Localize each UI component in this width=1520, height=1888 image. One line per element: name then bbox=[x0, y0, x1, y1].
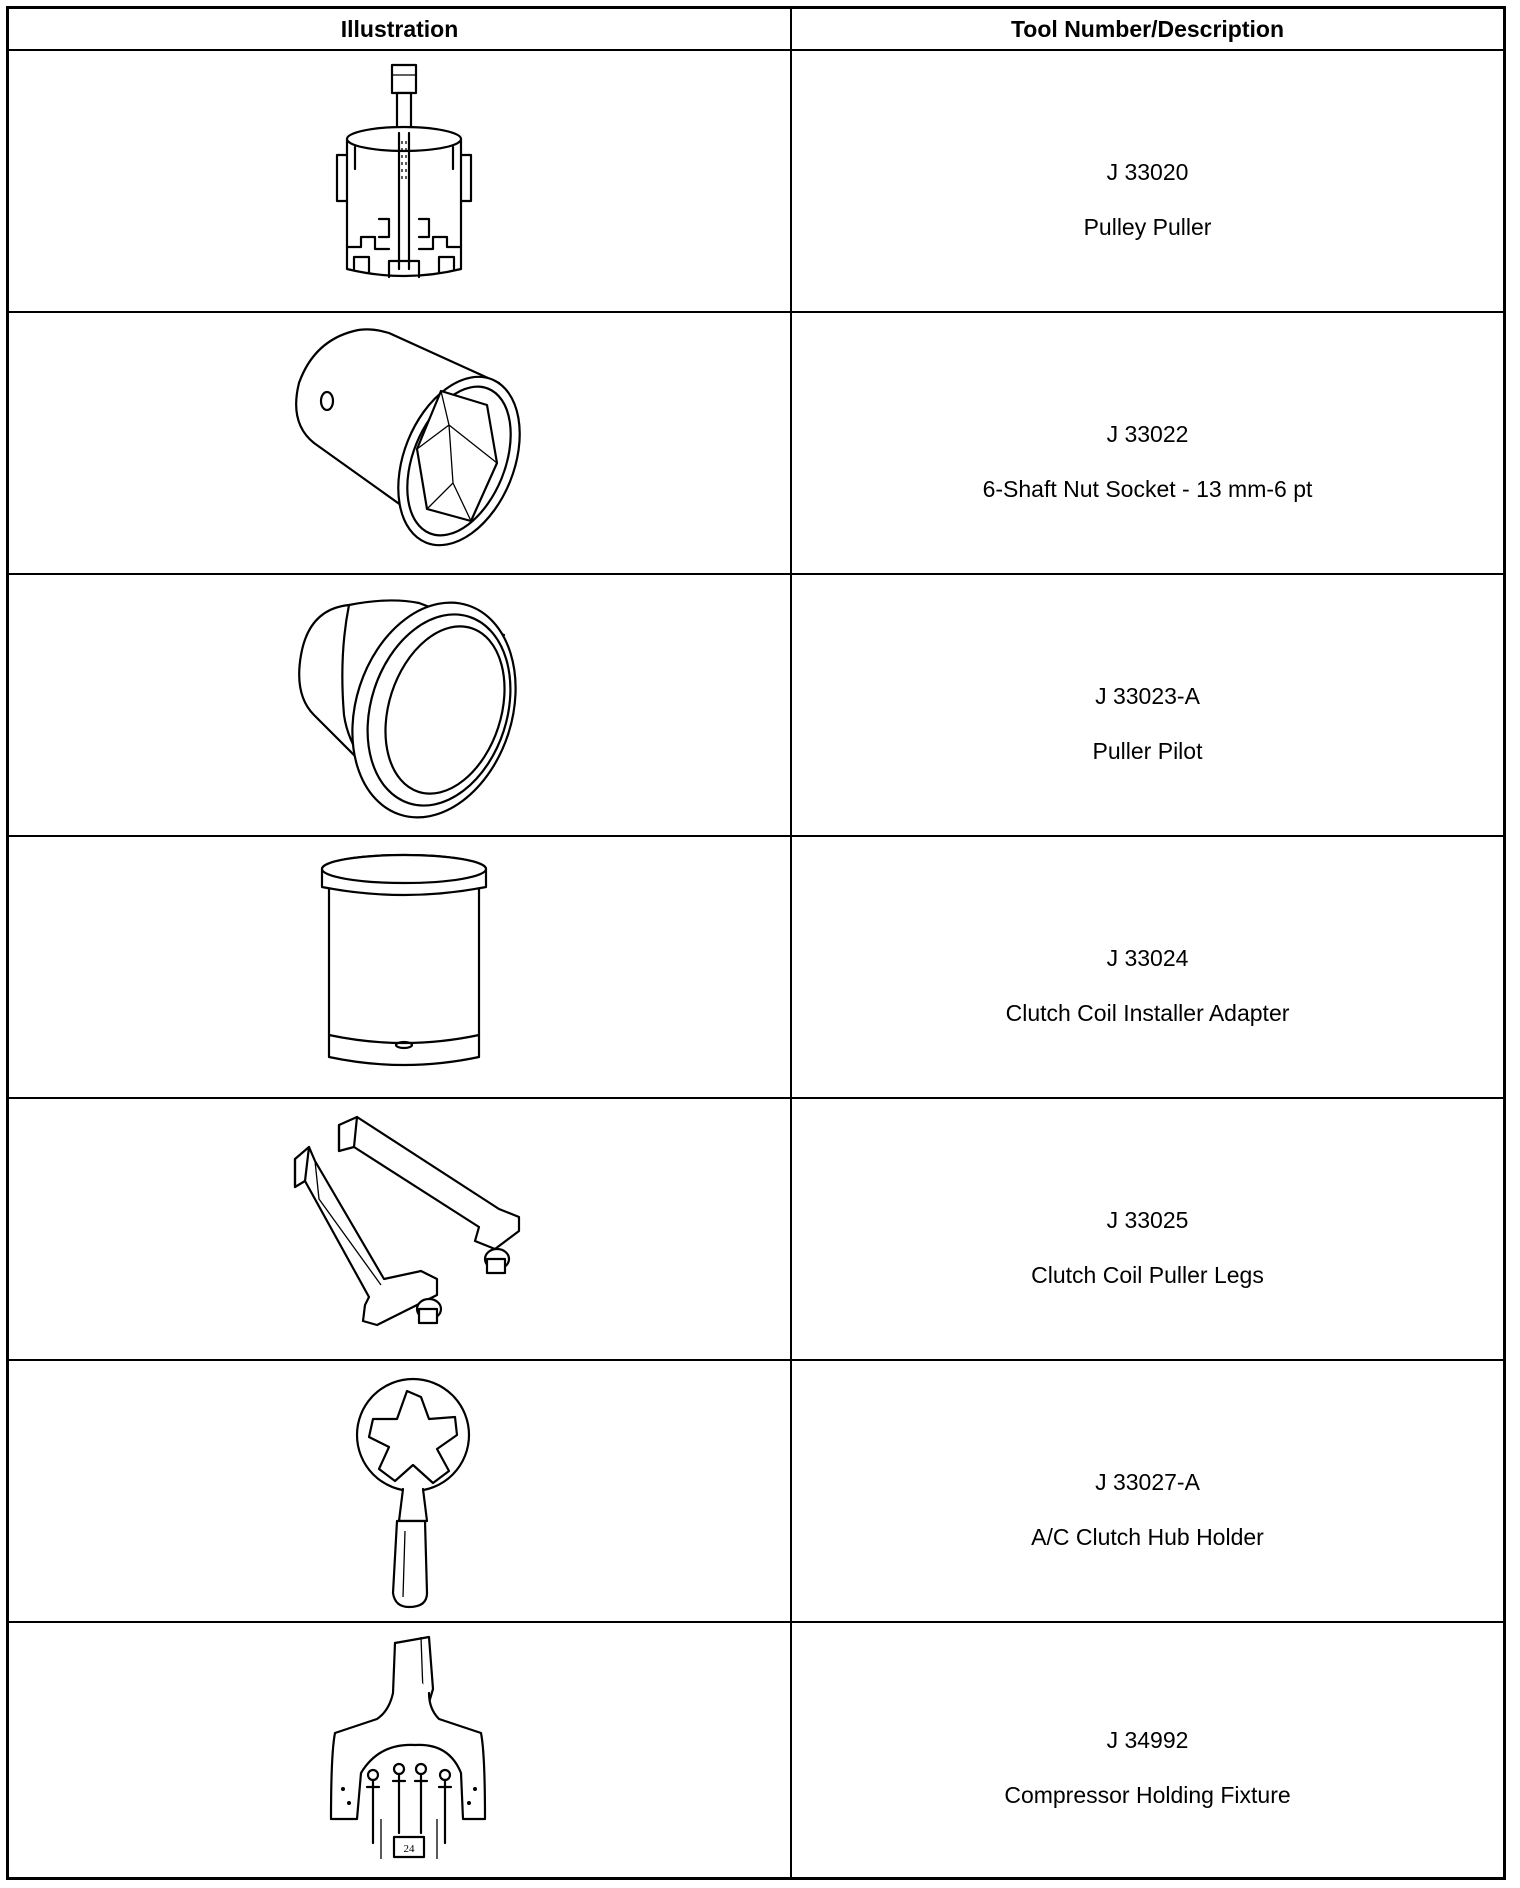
tool-description: Clutch Coil Installer Adapter bbox=[1005, 1000, 1290, 1026]
illustration-cell bbox=[9, 837, 790, 1097]
illustration-cell bbox=[9, 1623, 790, 1877]
tool-number: J 33022 bbox=[1106, 421, 1189, 447]
puller-pilot-icon bbox=[9, 575, 790, 837]
tool-description: 6-Shaft Nut Socket - 13 mm-6 pt bbox=[982, 476, 1313, 502]
tool-number: J 33024 bbox=[1106, 945, 1189, 971]
table-row bbox=[9, 313, 1503, 575]
description-cell bbox=[792, 313, 1503, 573]
fixture-part-label: 24 bbox=[403, 1843, 415, 1855]
tool-number: J 33027-A bbox=[1095, 1469, 1200, 1495]
tool-number: J 33025 bbox=[1106, 1207, 1189, 1233]
tool-number: J 33020 bbox=[1106, 159, 1189, 185]
illustration-cell bbox=[9, 1361, 790, 1621]
table-row bbox=[9, 1623, 1503, 1877]
table-header bbox=[9, 9, 1503, 51]
tool-description: Puller Pilot bbox=[1092, 738, 1203, 764]
illustration-cell bbox=[9, 575, 790, 835]
description-cell bbox=[792, 1099, 1503, 1359]
header-tool-number-description: Tool Number/Description bbox=[1010, 16, 1285, 42]
shaft-nut-socket-icon bbox=[9, 313, 790, 575]
tool-number: J 34992 bbox=[1106, 1727, 1189, 1753]
description-cell bbox=[792, 837, 1503, 1097]
clutch-coil-installer-adapter-icon bbox=[9, 837, 790, 1099]
table-row bbox=[9, 1099, 1503, 1361]
clutch-coil-puller-legs-icon bbox=[9, 1099, 790, 1361]
tool-description: Pulley Puller bbox=[1083, 214, 1212, 240]
tool-number: J 33023-A bbox=[1095, 683, 1200, 709]
tool-description: Clutch Coil Puller Legs bbox=[1031, 1262, 1264, 1288]
special-tools-table bbox=[6, 6, 1506, 1880]
pulley-puller-icon bbox=[9, 51, 790, 313]
description-cell bbox=[792, 51, 1503, 311]
table-row bbox=[9, 51, 1503, 313]
illustration-cell bbox=[9, 51, 790, 311]
tool-description: Compressor Holding Fixture bbox=[1004, 1782, 1291, 1808]
table-row bbox=[9, 575, 1503, 837]
ac-clutch-hub-holder-icon bbox=[9, 1361, 790, 1623]
description-cell bbox=[792, 1623, 1503, 1877]
description-cell bbox=[792, 575, 1503, 835]
table-row bbox=[9, 837, 1503, 1099]
tool-description: A/C Clutch Hub Holder bbox=[1031, 1524, 1264, 1550]
header-illustration: Illustration bbox=[340, 16, 459, 42]
table-row bbox=[9, 1361, 1503, 1623]
illustration-cell bbox=[9, 1099, 790, 1359]
illustration-cell bbox=[9, 313, 790, 573]
description-cell bbox=[792, 1361, 1503, 1621]
